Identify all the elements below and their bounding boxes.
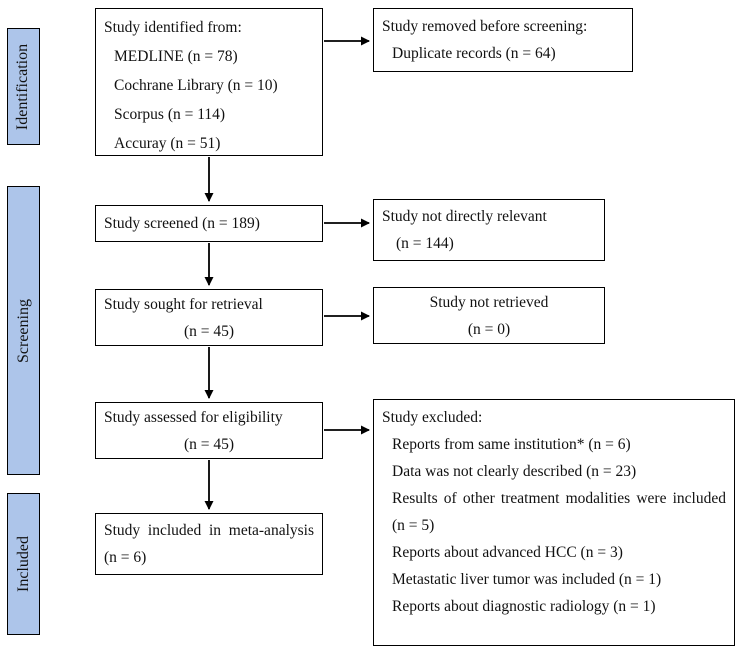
box-study-removed — [373, 8, 633, 72]
box-study-sought — [95, 289, 323, 346]
removed-line: Duplicate records (n = 64) — [392, 45, 556, 62]
box-study-screened — [95, 205, 323, 242]
excluded-line: Metastatic liver tumor was included (n = 1) — [392, 571, 662, 588]
box-study-sought-line1: Study sought for retrieval — [104, 295, 263, 313]
box-study-assessed-line1: Study assessed for eligibility — [104, 408, 283, 426]
box-not-retrieved-line1: Study not retrieved — [429, 293, 549, 311]
excluded-line: Reports about diagnostic radiology (n = 1) — [392, 598, 656, 615]
source-line: MEDLINE (n = 78) — [114, 48, 238, 65]
box-study-identified-title: Study identified from: — [104, 19, 242, 36]
box-study-included-text: Study included in meta-analysis (n = 6) — [104, 522, 314, 566]
excluded-line: Results of other treatment modalities were included (n = 5) — [392, 490, 726, 534]
box-not-retrieved — [373, 287, 605, 344]
box-study-assessed-line2: (n = 45) — [183, 435, 235, 453]
box-not-relevant-line2: (n = 144) — [396, 235, 454, 252]
box-study-sought-line2: (n = 45) — [183, 322, 235, 340]
stage-screening — [7, 186, 40, 475]
box-study-identified — [95, 8, 323, 156]
box-study-excluded — [373, 399, 735, 646]
stage-identification-label: Identification — [14, 43, 32, 130]
box-not-retrieved-line2: (n = 0) — [467, 320, 511, 338]
source-line: Cochrane Library (n = 10) — [114, 77, 278, 94]
box-not-relevant-line1: Study not directly relevant — [382, 208, 547, 225]
excluded-line: Reports about advanced HCC (n = 3) — [392, 544, 623, 561]
box-study-screened-text: Study screened (n = 189) — [104, 215, 260, 232]
box-study-assessed — [95, 402, 323, 459]
excluded-line: Reports from same institution* (n = 6) — [392, 436, 631, 453]
source-line: Accuray (n = 51) — [114, 135, 221, 152]
stage-included — [7, 493, 40, 635]
source-line: Scorpus (n = 114) — [114, 106, 226, 123]
stage-identification — [7, 28, 40, 145]
stage-included-label: Included — [14, 536, 32, 592]
box-study-included — [95, 513, 323, 575]
box-not-relevant — [373, 199, 605, 261]
stage-screening-label: Screening — [14, 298, 32, 363]
box-study-excluded-title: Study excluded: — [382, 409, 483, 426]
box-study-removed-title: Study removed before screening: — [382, 18, 588, 35]
excluded-line: Data was not clearly described (n = 23) — [392, 463, 637, 480]
